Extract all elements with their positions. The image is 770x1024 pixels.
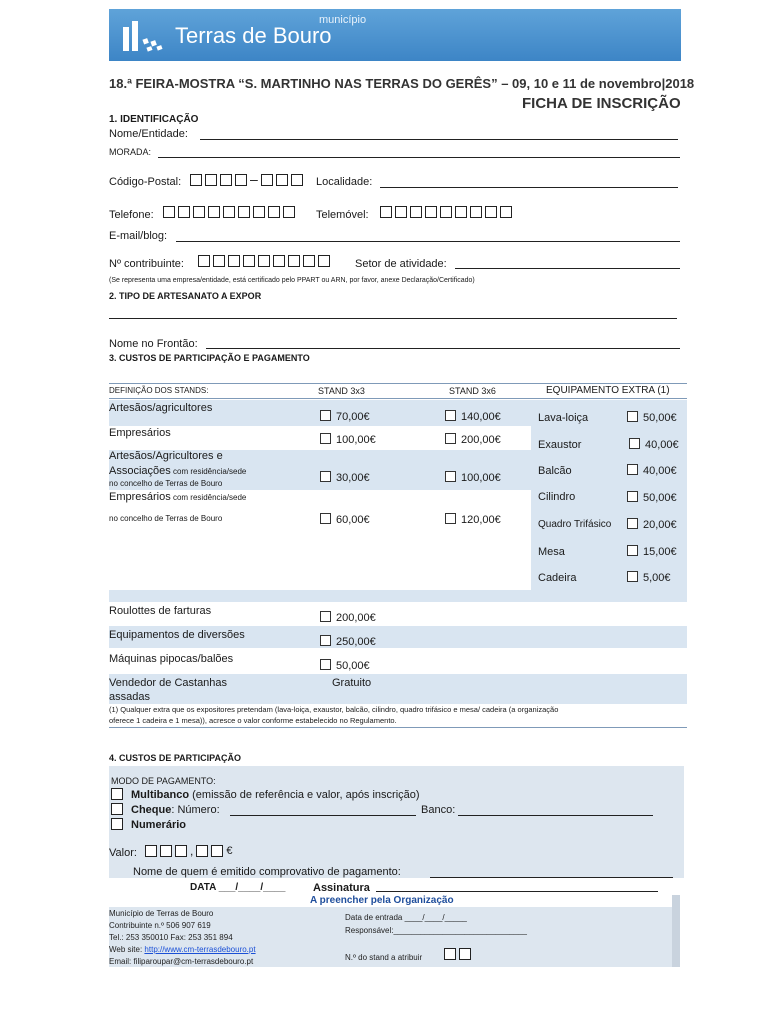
row-empresarios-concelho-3x3[interactable]: 60,00€ [320,513,370,526]
table-bottom-shade [109,590,687,602]
extras-note-2: oferece 1 cadeira e 1 mesa)), acresce o valor conforme estabelecido no Regulamento. [109,716,397,725]
assinatura-label: Assinatura [313,882,370,894]
roulottes-label: Roulottes de farturas [109,605,212,617]
logo-brand-text: Terras de Bouro [175,23,332,48]
extra-checkbox[interactable]: 40,00€ [627,464,677,477]
extra-name: Lava-loiça [538,412,589,424]
artesanato-field[interactable] [109,318,677,319]
frontao-label: Nome no Frontão: [109,338,198,350]
event-title: 18.ª FEIRA-MOSTRA “S. MARTINHO NAS TERRAS DO GERÊS” – 09, 10 e 11 de novembro|2018 [109,76,695,91]
form-title: FICHA DE INSCRIÇÃO [522,95,681,112]
numerario-label: Numerário [131,819,187,831]
row-empresarios-3x6[interactable]: 200,00€ [445,433,501,446]
data-field[interactable]: DATA ___/____/____ [190,882,286,893]
col-header-definicao: DEFINIÇÃO DOS STANDS: [109,386,209,395]
email-field[interactable] [176,241,680,242]
castanhas-price: Gratuito [332,677,372,689]
row-artesaos-3x6[interactable]: 140,00€ [445,410,501,423]
email-label: E-mail/blog: [109,230,168,242]
multibanco-checkbox[interactable] [111,788,123,800]
nome-field[interactable] [200,139,678,140]
row-empresarios-concelho-label-1: Empresários com residência/sede [109,491,247,503]
org-stand-label: N.º do stand a atribuir [345,953,423,962]
frontao-field[interactable] [206,348,680,349]
assinatura-field[interactable] [376,891,658,892]
org-email: Email: filiparoupar@cm-terrasdebouro.pt [109,957,254,966]
extra-name: Exaustor [538,439,582,451]
cheque-number-field[interactable] [230,815,416,816]
extra-name: Mesa [538,546,565,558]
extra-checkbox[interactable]: 20,00€ [627,518,677,531]
telemovel-label: Telemóvel: [316,209,369,221]
section-3-heading: 3. CUSTOS DE PARTICIPAÇÃO E PAGAMENTO [109,353,310,363]
telefone-boxes[interactable] [163,206,295,218]
extra-name: Quadro Trifásico [538,519,612,530]
org-contribuinte: Contribuinte n.º 506 907 619 [109,921,211,930]
morada-label: MORADA: [109,147,152,157]
extra-name: Cilindro [538,491,576,503]
extra-checkbox[interactable]: 50,00€ [627,411,677,424]
section-4-heading: 4. CUSTOS DE PARTICIPAÇÃO [109,753,242,763]
org-data-entrada: Data de entrada ____/____/_____ [345,913,467,922]
castanhas-label-1: Vendedor de Castanhas [109,677,228,689]
row-empresarios-3x3[interactable]: 100,00€ [320,433,376,446]
extra-name: Cadeira [538,572,577,584]
org-side-bar [672,895,680,967]
row-associacoes-label-3: no concelho de Terras de Bouro [109,479,223,488]
roulottes-checkbox[interactable]: 200,00€ [320,611,376,624]
row-artesaos-label: Artesãos/agricultores [109,402,213,414]
valor-label: Valor: [109,847,137,859]
extra-checkbox[interactable]: 40,00€ [629,438,679,451]
codigo-postal-label: Código-Postal: [109,176,182,188]
castanhas-label-2: assadas [109,691,150,703]
logo-municipio-text: município [319,14,367,26]
contribuinte-boxes[interactable] [198,255,330,267]
org-responsavel: Responsável:______________________________ [345,926,527,935]
row-associacoes-3x3[interactable]: 30,00€ [320,471,370,484]
numerario-checkbox[interactable] [111,818,123,830]
localidade-field[interactable] [380,187,678,188]
setor-field[interactable] [455,268,680,269]
extras-note-1: (1) Qualquer extra que os expositores pretendam (lava-loiça, exaustor, balcão, cilindro, quadro trifásico e mesa/ cadeira (a organização [109,705,559,714]
table-end-rule [109,727,687,728]
pipocas-label: Máquinas pipocas/balões [109,653,234,665]
telemovel-boxes[interactable] [380,206,512,218]
cheque-checkbox[interactable] [111,803,123,815]
banco-label: Banco: [421,804,456,816]
contribuinte-label: Nº contribuinte: [109,258,184,270]
pipocas-checkbox[interactable]: 50,00€ [320,659,370,672]
morada-field[interactable] [158,157,680,158]
section-1-heading: 1. IDENTIFICAÇÃO [109,114,199,125]
table-header-rule [109,398,687,399]
org-web: Web site: http://www.cm-terrasdebouro.pt [109,945,256,954]
banco-field[interactable] [458,815,653,816]
diversoes-checkbox[interactable]: 250,00€ [320,635,376,648]
row-artesaos-3x3[interactable]: 70,00€ [320,410,370,423]
org-stand-boxes[interactable] [444,948,471,960]
comprovativo-label: Nome de quem é emitido comprovativo de pagamento: [133,866,401,878]
valor-boxes[interactable]: , € [145,845,232,857]
org-web-link[interactable]: http://www.cm-terrasdebouro.pt [144,945,256,954]
row-empresarios-concelho-3x6[interactable]: 120,00€ [445,513,501,526]
diversoes-label: Equipamentos de diversões [109,629,245,641]
row-empresarios-concelho-label-2: no concelho de Terras de Bouro [109,514,223,523]
row-associacoes-3x6[interactable]: 100,00€ [445,471,501,484]
modo-pagamento-label: MODO DE PAGAMENTO: [111,776,216,786]
localidade-label: Localidade: [316,176,373,188]
org-title: A preencher pela Organização [310,895,454,906]
col-header-extra: EQUIPAMENTO EXTRA (1) [546,385,670,396]
extra-name: Balcão [538,465,572,477]
row-associacoes-label-1: Artesãos/Agricultores e [109,450,223,462]
municipality-logo-icon [119,17,173,53]
col-header-3x3: STAND 3x3 [318,386,365,396]
section-2-heading: 2. TIPO DE ARTESANATO A EXPOR [109,291,262,301]
header-banner [109,9,681,61]
col-header-3x6: STAND 3x6 [449,386,496,396]
multibanco-label: Multibanco (emissão de referência e valor, após inscrição) [131,789,420,801]
codigo-postal-boxes[interactable]: – [190,174,303,186]
extra-checkbox[interactable]: 15,00€ [627,545,677,558]
row-associacoes-label-2: Associações com residência/sede [109,465,247,477]
extra-checkbox[interactable]: 5,00€ [627,571,671,584]
row-empresarios-label: Empresários [109,427,171,439]
setor-label: Setor de atividade: [355,258,447,270]
org-municipio: Município de Terras de Bouro [109,909,214,918]
comprovativo-field[interactable] [430,877,673,878]
certificado-note: (Se representa uma empresa/entidade, está certificado pelo PPART ou ARN, por favor, anexe Declaração/Certificado) [109,277,475,284]
cheque-label: Cheque: Número: [131,804,220,816]
org-tel: Tel.: 253 350010 Fax: 253 351 894 [109,933,233,942]
table-top-rule [109,383,687,384]
extra-checkbox[interactable]: 50,00€ [627,491,677,504]
nome-label: Nome/Entidade: [109,128,188,140]
telefone-label: Telefone: [109,209,154,221]
